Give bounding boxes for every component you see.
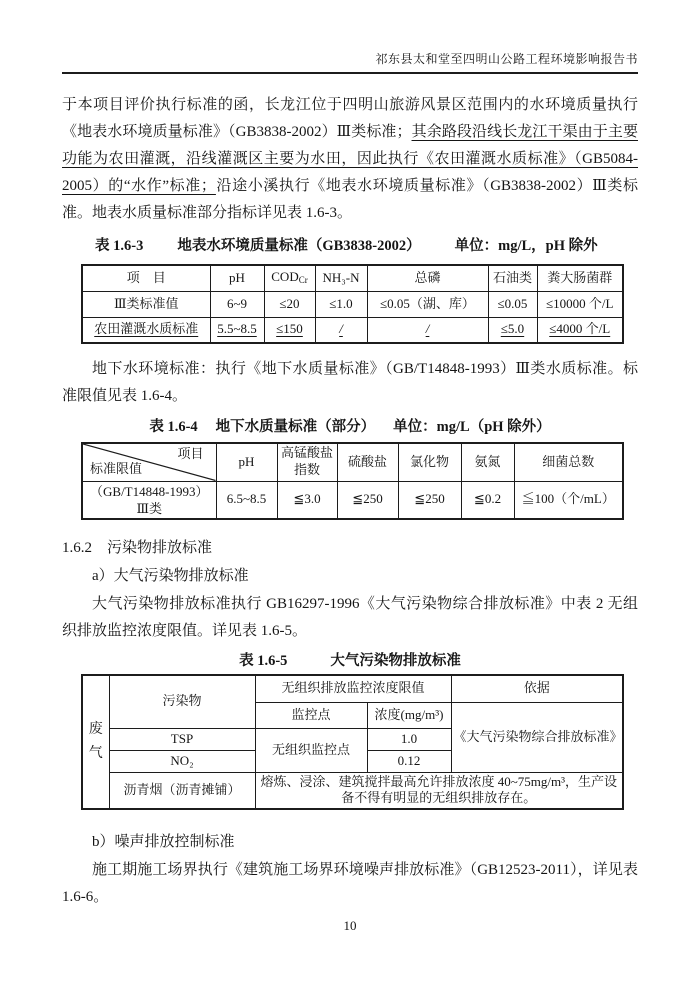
- table-cell: NO₂: [109, 750, 255, 772]
- table-cell: 1.0: [367, 728, 451, 750]
- groundwater-paragraph: 地下水环境标准：执行《地下水质量标准》（GB/T14848-1993）Ⅲ类水质标准。标准限值见表 1.6-4。: [62, 361, 638, 404]
- table-cell: ≤0.05（湖、库）: [367, 291, 488, 317]
- intro-text-post: 沿途小溪执行《地表水环境质量标准》（GB3838-2002）Ⅲ类标准。地表水质量标准部分指标详见表 1.6-3。: [62, 178, 638, 221]
- category-cell-waste-gas: 废气: [82, 675, 109, 809]
- table-cell: ≤10000 个/L: [537, 291, 623, 317]
- table-163-title: 地表水环境质量标准（GB3838-2002）: [177, 238, 421, 254]
- table-cell: ≦100（个/mL）: [514, 481, 623, 519]
- diagonal-label-limit: 标准限值: [90, 460, 143, 476]
- table-cell: 6~9: [210, 291, 264, 317]
- table-163-label: 表 1.6-3: [95, 238, 144, 254]
- table-cell: TSP: [109, 728, 255, 750]
- table-165-label: 表 1.6-5: [239, 653, 288, 669]
- header-cell-basis: 依据: [451, 675, 623, 702]
- header-cell-cod: $COD_{Cr}$: [264, 265, 315, 291]
- header-cell-permanganate: 高锰酸盐指数: [277, 443, 337, 481]
- table-163-caption: [62, 234, 638, 255]
- header-title: 祁东县太和堂至四明山公路工程环境影响报告书: [375, 52, 638, 66]
- air-paragraph: 大气污染物排放标准执行 GB16297-1996《大气污染物综合排放标准》中表 2 无组织排放监控浓度限值。详见表 1.6-5。: [62, 596, 638, 639]
- header-cell-concentration: 浓度(mg/m³): [367, 702, 451, 728]
- table-cell: ≤0.05: [488, 291, 537, 317]
- diagonal-label-item: 项目: [177, 446, 204, 461]
- intro-paragraph: [62, 92, 638, 227]
- table-cell: ≤20: [264, 291, 315, 317]
- header-cell-ph: pH: [210, 265, 264, 291]
- table-165-title: 大气污染物排放标准: [330, 653, 461, 669]
- table-cell: 5.5~8.5: [210, 317, 264, 343]
- table-cell: ≦250: [398, 481, 461, 519]
- table-cell: ≦250: [337, 481, 398, 519]
- table-header-row: [82, 443, 623, 481]
- header-cell-ph: pH: [216, 443, 277, 481]
- table-cell: ≦3.0: [277, 481, 337, 519]
- monitor-point-cell: 无组织监控点: [255, 728, 367, 772]
- item-b-heading: b）噪声排放控制标准: [92, 834, 235, 851]
- header-cell-chloride: 氯化物: [398, 443, 461, 481]
- item-a-heading: a）大气污染物排放标准: [92, 568, 249, 584]
- table-cell: ≤4000 个/L: [537, 317, 623, 343]
- table-cell: 6.5~8.5: [216, 481, 277, 519]
- table-164-title: 地下水质量标准（部分）: [215, 419, 376, 435]
- page-content: [62, 84, 638, 911]
- table-cell: /: [367, 317, 488, 343]
- groundwater-standard-table: [81, 442, 624, 520]
- intro-text-pre: 于本项目评价执行标准的函，长龙江位于四明山旅游风景区范围内的水环境质量执行《地表水环境质量标准》（GB3838-2002）Ⅲ类标准；: [62, 97, 638, 140]
- table-row-asphalt: [82, 772, 623, 809]
- header-cell-monitor-point: 监控点: [255, 702, 367, 728]
- surface-water-standard-table: [81, 264, 624, 344]
- table-header-row: [82, 675, 623, 702]
- table-164-label: 表 1.6-4: [149, 419, 198, 435]
- table-164-unit: 单位：mg/L（pH 除外）: [393, 419, 551, 435]
- basis-value-cell: 《大气污染物综合排放标准》: [451, 702, 623, 772]
- header-cell-oil: 石油类: [488, 265, 537, 291]
- asphalt-note-cell: 熔炼、浸涂、建筑搅拌最高允许排放浓度 40~75mg/m³，生产设备不得有明显的无组织排放存在。: [255, 772, 623, 809]
- table-165-caption: [62, 649, 638, 670]
- header-rule: [62, 72, 638, 74]
- table-164-caption: [62, 415, 638, 436]
- table-cell: 农田灌溉水质标准: [82, 317, 210, 343]
- table-header-row: [82, 265, 623, 291]
- header-cell-sulfate: 硫酸盐: [337, 443, 398, 481]
- table-cell: ≦0.2: [461, 481, 514, 519]
- page-header: [62, 50, 638, 74]
- page-number: 10: [343, 918, 357, 933]
- header-cell-tp: 总磷: [367, 265, 488, 291]
- header-cell-limit: 无组织排放监控浓度限值: [255, 675, 451, 702]
- section-heading-162: 1.6.2 污染物排放标准: [62, 540, 213, 556]
- noise-paragraph: 施工期施工场界执行《建筑施工场界环境噪声排放标准》（GB12523-2011），详见表 1.6-6。: [62, 862, 638, 906]
- table-cell: /: [315, 317, 367, 343]
- table-cell: ≤150: [264, 317, 315, 343]
- table-cell: ≤5.0: [488, 317, 537, 343]
- table-163-unit: 单位：mg/L，pH 除外: [454, 238, 598, 254]
- intro-text-underlined: 其余路段沿线长龙江干渠由于主要功能为农田灌溉，沿线灌溉区主要为水田，因此执行《农田灌溉水质标准》（GB5084-2005）的“水作”标准；: [62, 124, 638, 194]
- table-cell: Ⅲ类标准值: [82, 291, 210, 317]
- header-cell-nh3n: NH₃-N: [315, 265, 367, 291]
- table-cell: （GB/T14848-1993） Ⅲ类: [82, 481, 216, 519]
- header-cell-pollutant: 污染物: [109, 675, 255, 728]
- table-cell: ≤1.0: [315, 291, 367, 317]
- header-cell-ammonia: 氨氮: [461, 443, 514, 481]
- table-cell: 0.12: [367, 750, 451, 772]
- table-cell: 沥青烟（沥青摊铺）: [109, 772, 255, 809]
- header-cell-coliform: 粪大肠菌群: [537, 265, 623, 291]
- table-row-limits: [82, 481, 623, 519]
- diagonal-header-cell: [82, 443, 216, 481]
- header-cell-item: 项 目: [82, 265, 210, 291]
- table-row-irrigation: [82, 317, 623, 343]
- table-row-class3: [82, 291, 623, 317]
- header-cell-bacteria: 细菌总数: [514, 443, 623, 481]
- air-emission-standard-table: [81, 674, 624, 810]
